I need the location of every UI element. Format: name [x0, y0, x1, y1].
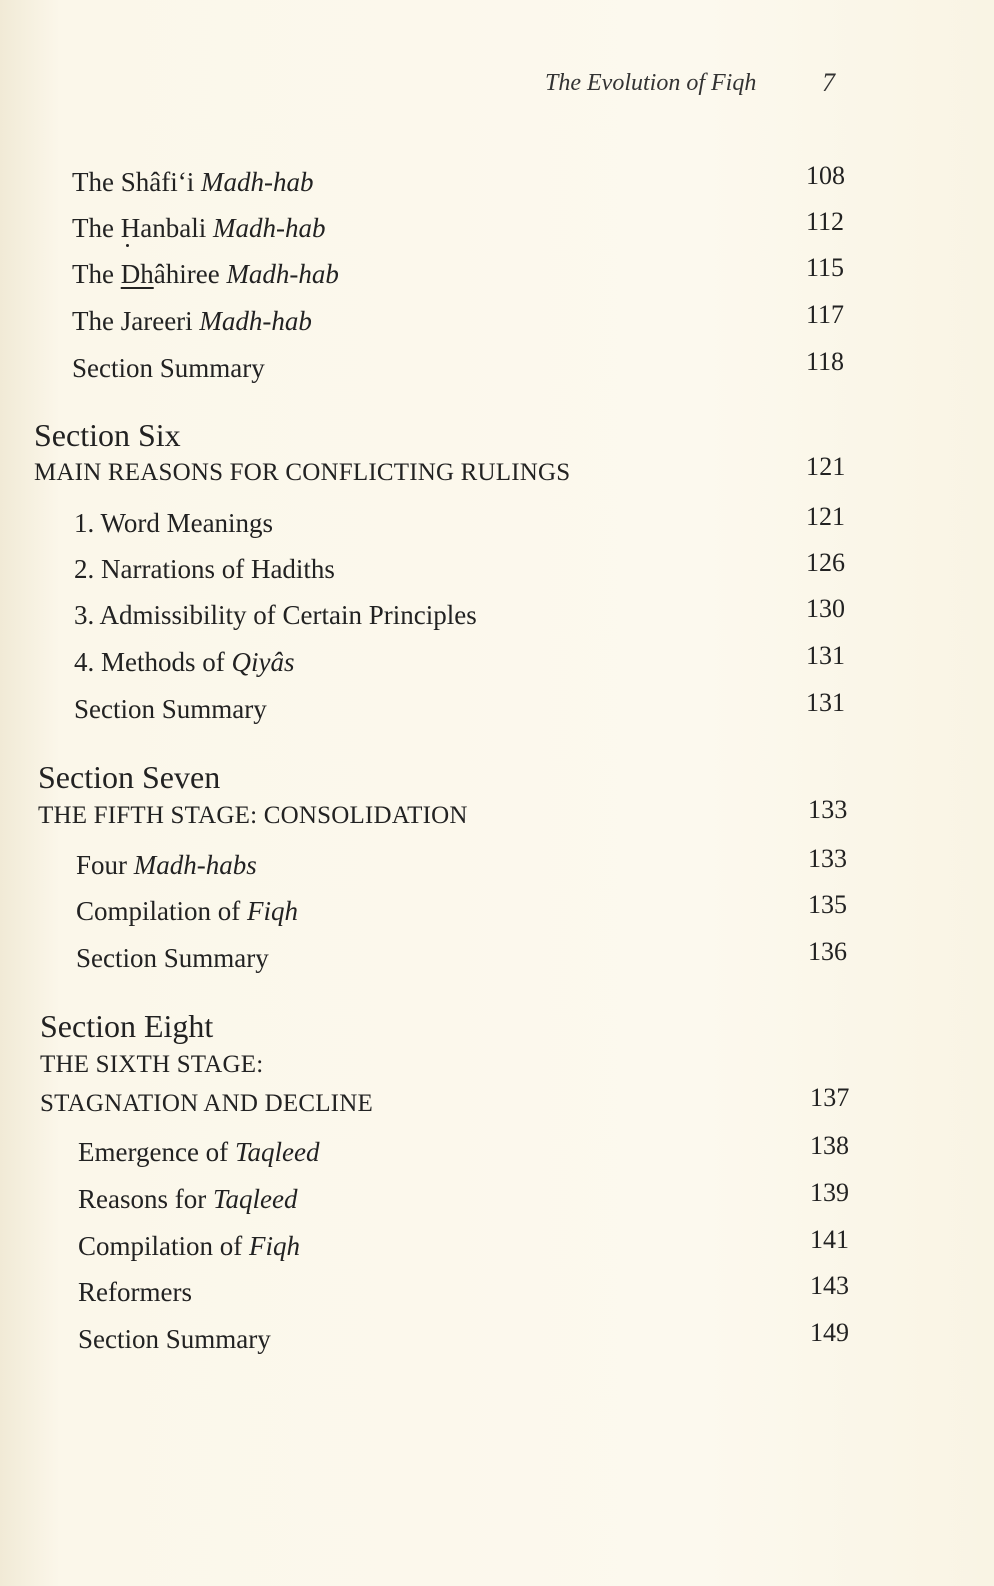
entry-title: anbali: [140, 213, 213, 243]
entry-page: 135: [808, 890, 847, 919]
toc-entry[interactable]: [74, 503, 864, 543]
toc-entry-hanbali[interactable]: [72, 208, 862, 248]
toc-entry[interactable]: [74, 595, 864, 635]
entry-page: 138: [810, 1131, 849, 1160]
toc-entry[interactable]: [78, 1132, 868, 1172]
entry-title: 2. Narrations of Hadiths: [74, 554, 335, 584]
entry-page: 126: [806, 548, 845, 577]
running-title: The Evolution of Fiqh: [545, 70, 757, 96]
entry-title: 4. Methods of: [74, 647, 232, 677]
entry-page: 133: [808, 795, 848, 824]
entry-title: 1. Word Meanings: [74, 508, 274, 538]
entry-page: 141: [810, 1225, 849, 1254]
entry-title: The Shâfi‘i: [72, 167, 201, 197]
toc-entry[interactable]: [78, 1179, 868, 1219]
entry-title: Emergence of: [78, 1137, 235, 1167]
entry-page: 136: [808, 937, 847, 966]
entry-title: Section Summary: [74, 694, 267, 724]
page-number: 7: [822, 68, 835, 97]
entry-title: Section Summary: [78, 1324, 271, 1354]
entry-page: 117: [806, 300, 845, 329]
toc-entry[interactable]: [76, 891, 866, 931]
entry-title-italic: Fiqh: [247, 896, 298, 926]
entry-page: 108: [806, 161, 845, 190]
entry-title-italic: Qiyâs: [231, 647, 295, 677]
entry-title-italic: Madh-hab: [212, 213, 326, 243]
toc-entry-jareeri[interactable]: [72, 301, 862, 341]
entry-title: Compilation of: [78, 1231, 249, 1261]
section-heading-title: THE SIXTH STAGE:: [40, 1051, 264, 1078]
entry-page: 121: [806, 452, 846, 481]
section-heading-title: STAGNATION AND DECLINE: [40, 1090, 373, 1117]
running-head: [0, 70, 994, 104]
entry-page: 131: [806, 688, 845, 717]
entry-title: Compilation of: [76, 896, 247, 926]
entry-title: 3. Admissibility of Certain Principles: [74, 600, 477, 630]
entry-page: 133: [808, 844, 847, 873]
entry-page: 131: [806, 641, 845, 670]
entry-title: Reasons for: [78, 1184, 213, 1214]
entry-page: 149: [810, 1318, 849, 1347]
entry-page: 121: [806, 502, 845, 531]
section-heading-title: MAIN REASONS FOR CONFLICTING RULINGS: [34, 459, 571, 486]
toc-entry-section-summary[interactable]: [74, 689, 864, 729]
section-heading-title: THE FIFTH STAGE: CONSOLIDATION: [38, 802, 468, 829]
section-heading-line: [40, 1045, 870, 1085]
section-heading[interactable]: [34, 453, 864, 493]
entry-title: The: [72, 213, 121, 243]
toc-entry[interactable]: [76, 845, 866, 885]
entry-title: The: [72, 259, 121, 289]
entry-page: 118: [806, 347, 845, 376]
toc-entry-section-summary[interactable]: [72, 348, 862, 388]
section-label: Section Six: [34, 417, 181, 453]
entry-title: Section Summary: [76, 943, 269, 973]
toc-entry[interactable]: [74, 642, 864, 682]
entry-page: 137: [810, 1083, 850, 1112]
entry-title-italic: Fiqh: [249, 1231, 300, 1261]
section-heading[interactable]: [40, 1084, 870, 1124]
entry-page: 139: [810, 1178, 849, 1207]
toc-entry-dhahiree[interactable]: [72, 254, 862, 294]
section-label: Section Eight: [40, 1008, 214, 1044]
entry-title: Section Summary: [72, 353, 265, 383]
entry-title-italic: Madh-hab: [226, 259, 339, 289]
section-heading[interactable]: [38, 796, 868, 836]
entry-title-italic: Madh-hab: [199, 306, 312, 336]
entry-title-italic: Madh-habs: [133, 850, 257, 880]
entry-title-italic: Madh-hab: [200, 167, 314, 197]
toc-entry[interactable]: [78, 1226, 868, 1266]
entry-title: âhiree: [153, 259, 227, 289]
entry-title: Reformers: [78, 1277, 192, 1307]
toc-entry-shafii[interactable]: [72, 162, 862, 202]
entry-page: 130: [806, 594, 845, 623]
entry-page: 112: [806, 207, 845, 236]
toc-entry[interactable]: [78, 1272, 868, 1312]
entry-title-italic: Taqleed: [234, 1137, 320, 1167]
entry-title: The Jareeri: [72, 306, 200, 336]
entry-title-diacritic: H: [120, 213, 141, 243]
entry-title: Four: [76, 850, 134, 880]
entry-title-underlined: Dh: [120, 259, 154, 289]
toc-entry[interactable]: [74, 549, 864, 589]
entry-page: 143: [810, 1271, 849, 1300]
entry-title-italic: Taqleed: [212, 1184, 298, 1214]
toc-entry-section-summary[interactable]: [78, 1319, 868, 1359]
section-label: Section Seven: [38, 759, 221, 795]
entry-page: 115: [806, 253, 845, 282]
toc-entry-section-summary[interactable]: [76, 938, 866, 978]
